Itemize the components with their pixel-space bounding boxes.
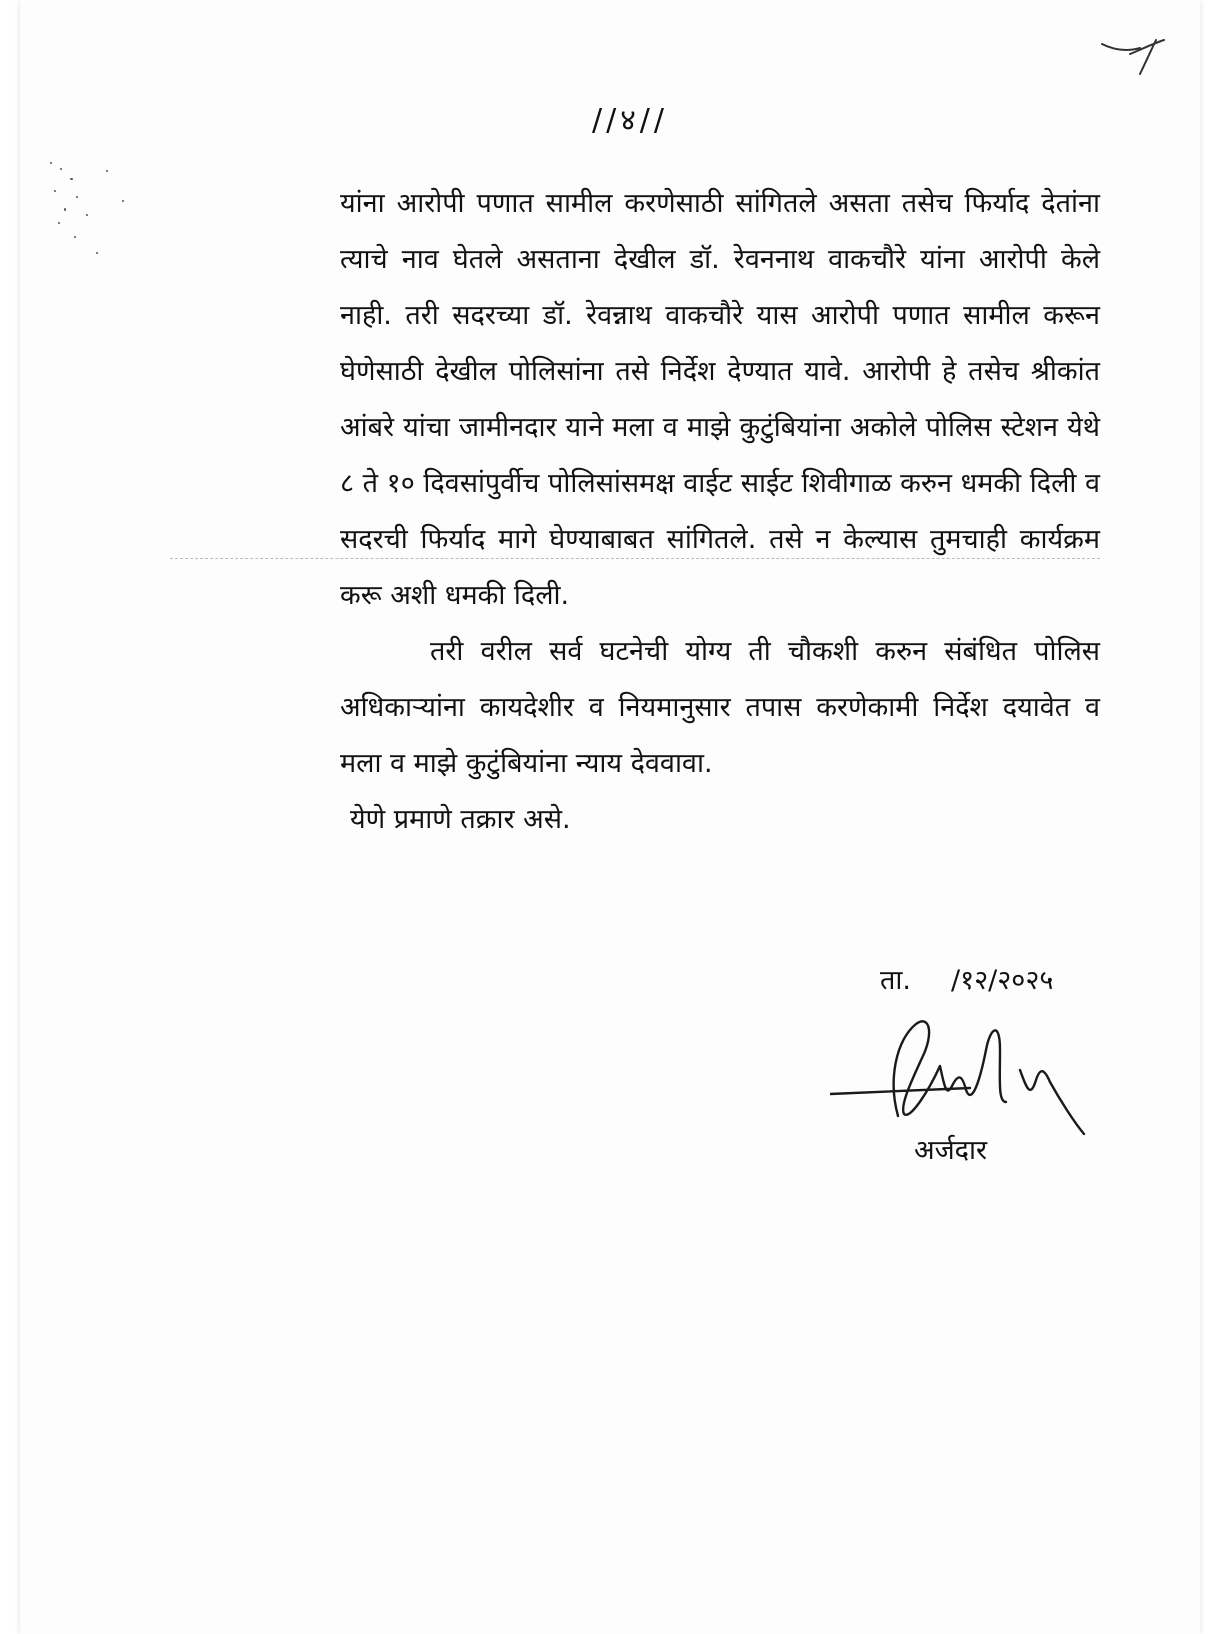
signer-label: अर्जदार <box>914 1135 988 1166</box>
date-value: /१२/२०२५ <box>950 965 1054 996</box>
date-line <box>880 960 1053 997</box>
document-page <box>20 0 1200 1634</box>
date-prefix: ता. <box>880 965 911 996</box>
paragraph-complaint: यांना आरोपी पणात सामील करणेसाठी सांगितले असता तसेच फिर्याद देतांना त्याचे नाव घेतले असताना देखील डॉ. रेवननाथ वाकचौरे यांना आरोपी केले नाही. तरी सदरच्या डॉ. रेवन्नाथ वाकचौरे यास आरोपी पणात सामील करून घेणेसाठी देखील पोलिसांना तसे निर्देश देण्यात यावे. आरोपी हे तसेच श्रीकांत आंबरे यांचा जामीनदार याने मला व माझे कुटुंबियांना अकोले पोलिस स्टेशन येथे ८ ते १० दिवसांपुर्वीच पोलिसांसमक्ष वाईट साईट शिवीगाळ करुन धमकी दिली व सदरची फिर्याद मागे घेण्याबाबत सांगितले. तसे न केल्यास तुमचाही कार्यक्रम करू अशी धमकी दिली. <box>340 188 1100 611</box>
page-number: //४// <box>591 103 669 138</box>
paragraph-request: तरी वरील सर्व घटनेची योग्य ती चौकशी करुन संबंधित पोलिस अधिकाऱ्यांना कायदेशीर व नियमानुसार तपास करणेकामी निर्देश दयावेत व मला व माझे कुटुंबियांना न्याय देववावा. <box>340 636 1100 779</box>
scan-noise <box>46 156 136 266</box>
signature <box>830 1010 1110 1140</box>
letter-body <box>340 176 1100 848</box>
closing-line: येणे प्रमाणे तक्रार असे. <box>350 804 571 835</box>
corner-mark <box>1100 30 1180 90</box>
